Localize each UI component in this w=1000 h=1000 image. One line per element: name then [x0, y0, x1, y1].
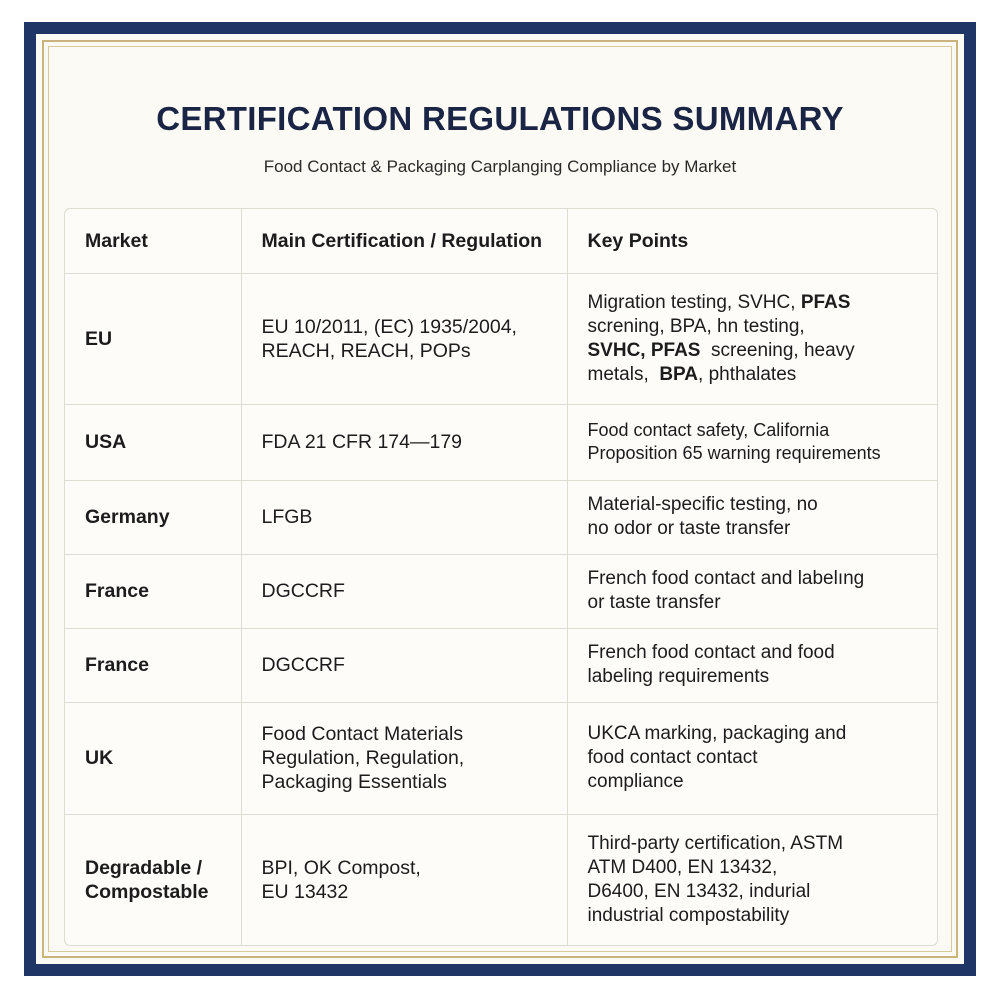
- cell-key-points: [567, 480, 937, 554]
- regulation-line: Packaging Essentials: [261, 771, 447, 793]
- key-point-text: ATM D400, EN 13432,: [587, 856, 778, 878]
- cell-key-points: [567, 273, 937, 404]
- table-row: [65, 273, 937, 404]
- table-row: [65, 554, 937, 628]
- key-point-text: UKCA marking, packaging and: [587, 723, 847, 744]
- regulation-line: EU 13432: [261, 880, 349, 903]
- cell-market: France: [65, 554, 241, 628]
- regulation-line: EU 10/2011, (EC) 1935/2004,: [261, 315, 517, 338]
- key-point-text: French food contact and food: [587, 642, 835, 663]
- page-subtitle: Food Contact & Packaging Carplanging Compliance by Market: [263, 157, 737, 176]
- key-point-text: labeling requirements: [587, 666, 770, 687]
- key-point-text: Proposition 65 warning requirements: [587, 443, 881, 463]
- regulation-line: FDA 21 CFR 174—179: [261, 431, 463, 453]
- regulation-line: LFGB: [261, 506, 313, 528]
- table-row: [65, 814, 937, 945]
- cell-market: EU: [65, 273, 241, 404]
- table-row: [65, 702, 937, 814]
- cell-regulation: [241, 814, 567, 945]
- key-point-text: or taste transfer: [587, 592, 721, 613]
- key-point-text: screning, BPA, hn testing,: [587, 315, 805, 337]
- key-point-text: Food contact safety, California: [587, 420, 830, 440]
- cell-regulation: [241, 554, 567, 628]
- cell-market: USA: [65, 404, 241, 480]
- regulation-line: DGCCRF: [261, 654, 345, 676]
- table-row: [65, 628, 937, 702]
- cell-regulation: [241, 628, 567, 702]
- key-point-text: Material-specific testing, no: [587, 494, 818, 515]
- regulation-line: Regulation, Regulation,: [261, 747, 465, 769]
- regulation-line: DGCCRF: [261, 580, 345, 602]
- cell-key-points: [567, 814, 937, 945]
- key-point-text: food contact contact: [587, 747, 758, 768]
- key-point-text: industrial compostability: [587, 904, 790, 926]
- key-point-text: , phthalates: [698, 363, 797, 385]
- regulations-table-container: [64, 208, 938, 946]
- key-point-text: D6400, EN 13432, indurial: [587, 880, 811, 902]
- cell-regulation: [241, 480, 567, 554]
- key-point-text: no odor or taste transfer: [587, 518, 791, 539]
- key-point-text: French food contact and labelıng: [587, 568, 865, 589]
- cell-key-points: [567, 702, 937, 814]
- cell-key-points: [567, 554, 937, 628]
- key-point-text: PFAS: [650, 339, 701, 361]
- key-point-text: screening, heavy: [700, 339, 855, 361]
- key-point-text: BPA: [659, 363, 699, 385]
- key-point-text: Migration testing, SVHC,: [587, 291, 801, 313]
- regulations-table: [65, 209, 937, 945]
- table-header-row: [65, 209, 937, 273]
- header-market: Market: [65, 209, 241, 273]
- key-point-text: PFAS: [800, 291, 851, 313]
- document-frame: [24, 22, 976, 976]
- page-title: CERTIFICATION REGULATIONS SUMMARY: [156, 100, 844, 137]
- cell-regulation: [241, 273, 567, 404]
- regulation-line: REACH, REACH, POPs: [261, 339, 471, 362]
- cell-regulation: [241, 702, 567, 814]
- table-row: [65, 404, 937, 480]
- key-point-text: Third-party certification, ASTM: [587, 832, 844, 854]
- regulation-line: Food Contact Materials: [261, 723, 464, 745]
- cell-key-points: [567, 628, 937, 702]
- cell-regulation: [241, 404, 567, 480]
- regulation-line: BPI, OK Compost,: [261, 856, 421, 879]
- cell-market: UK: [65, 702, 241, 814]
- key-point-text: metals,: [587, 363, 660, 385]
- cell-market: Germany: [65, 480, 241, 554]
- key-point-text: SVHC,: [587, 339, 651, 361]
- cell-market: France: [65, 628, 241, 702]
- table-row: [65, 480, 937, 554]
- cell-market: Degradable / Compostable: [65, 814, 241, 945]
- header-regulation: Main Certification / Regulation: [241, 209, 567, 273]
- key-point-text: compliance: [587, 771, 684, 792]
- header-key-points: Key Points: [567, 209, 937, 273]
- cell-key-points: [567, 404, 937, 480]
